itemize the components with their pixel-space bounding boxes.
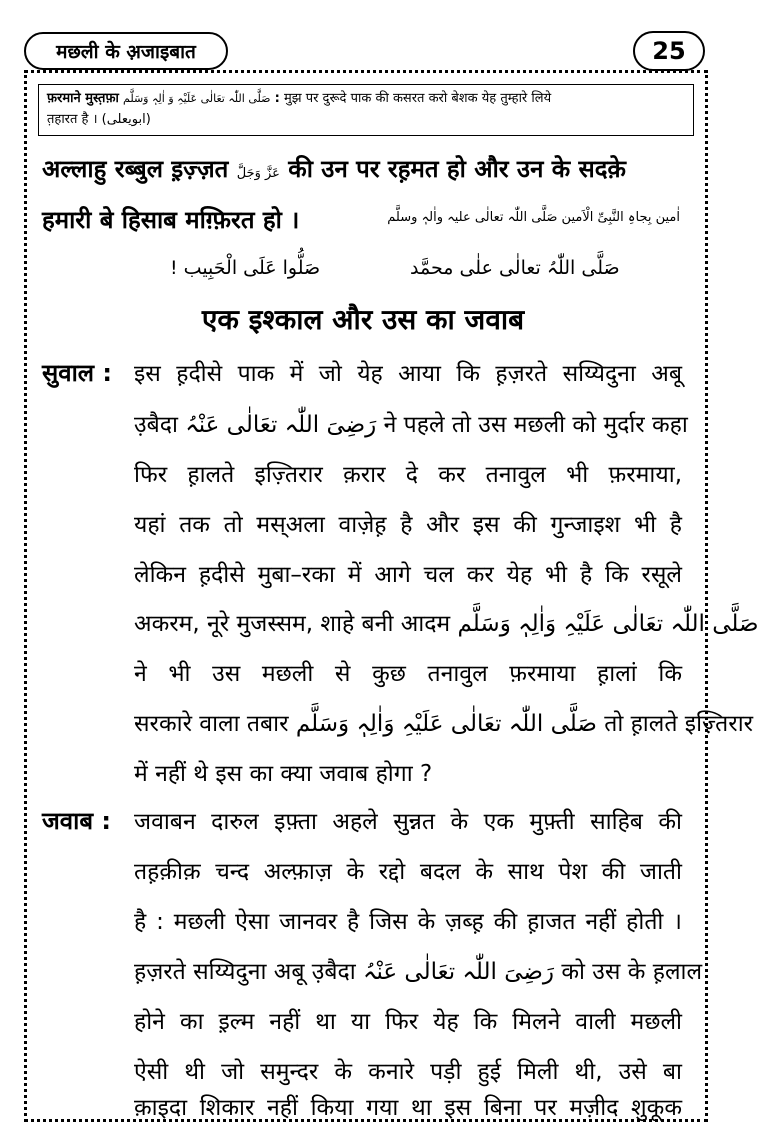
hadith-text-1: मुझ पर दुरूदे पाक की कसरत करो बेशक येह तुम्हारे लिये (283, 91, 552, 106)
running-header-title: मछली के अ़जाइबात (24, 32, 228, 70)
section-heading: एक इश्काल और उस का जवाब (201, 303, 525, 336)
question-line: अकरम, नूरे मुजस्सम, शाहे बनी आदम صَلَّی اللّٰہ تعَالٰی عَلَیْہِ وَاٰلِہٖ وَسَلَّم (134, 611, 759, 637)
question-line: फिर ह़ालते इज़्तिरार क़रार दे कर तनावुल भी फ़रमाया, (134, 462, 682, 488)
answer-line: होने का इ़ल्म नहीं था या फिर येह कि मिलने वाली मछली (134, 1009, 682, 1035)
question-line: इस ह़दीसे पाक में जो येह आया कि ह़ज़रते सय्यिदुना अबू (134, 361, 682, 387)
question-line: ने भी उस मछली से कुछ तनावुल फ़रमाया ह़ालां कि (134, 661, 682, 687)
intro-line-2-arabic: اٰمین بِجاہِ النَّبِیِّ الْاَمین صَلَّی اللّٰہ تعالٰی علیہ واٰلہٖ وسلَّم (387, 210, 680, 225)
intro-line-1b: की उन पर रह़मत हो और उन के सदक़े (288, 155, 626, 183)
durood-left: صَلَّی اللّٰہُ تعالٰی علٰی محمَّد (410, 257, 620, 279)
question-line: उ़बैदा رَضِیَ اللّٰہ تعَالٰی عَنْہُ ने पहले तो उस मछली को मुर्दार कहा (134, 412, 688, 438)
answer-line: ऐसी थी जो समुन्दर के कनारे पड़ी हुई मिली थी, उसे बा (134, 1059, 682, 1085)
intro-line-1 (42, 152, 682, 185)
hadith-box (38, 84, 694, 136)
intro-line-1-arabic: عَزَّ وَجَلَّ (236, 166, 280, 181)
answer-line: ह़ज़रते सय्यिदुना अबू उ़बैदा رَضِیَ اللّٰہ تعَالٰی عَنْہُ को उस के ह़लाल (134, 959, 703, 985)
durood-right: صَلُّوا عَلَی الْحَبِیب ! (170, 257, 321, 279)
intro-line-1a: अल्लाहु रब्बुल इ़ज़्ज़त (42, 155, 229, 183)
answer-line: तह़क़ीक़ चन्द अल्फ़ाज़ के रद्दो बदल के साथ पेश की जाती (134, 859, 682, 885)
hadith-colon: : (274, 91, 280, 106)
question-label: सुवाल : (42, 359, 113, 387)
question-line: यहां तक तो मस्अला वाज़ेह़ है और इस की गुन्जाइश भी है (134, 512, 682, 538)
hadith-line-1 (47, 88, 685, 109)
question-line: सरकारे वाला तबार صَلَّی اللّٰہ تعَالٰی عَلَیْہِ وَاٰلِہٖ وَسَلَّم तो ह़ालते इज़्तिरार (134, 711, 754, 737)
question-line: लेकिन ह़दीसे मुबा–रका में आगे चल कर येह भी है कि रसूले (134, 562, 682, 588)
answer-line: जवाबन दारुल इफ़्ता अहले सुन्नत के एक मुफ़्ती साहिब की (134, 809, 682, 835)
page-number: 25 (633, 31, 705, 71)
hadith-salutation: صَلَّی اللّٰہ تعَالٰی عَلَیْہِ وَ اٰلِہٖ وَسَلَّم (123, 92, 271, 105)
hadith-label: फ़रमाने मुस्त़फ़ा (47, 91, 119, 106)
answer-line: क़ाइदा शिकार नहीं किया गया था इस बिना पर मज़ीद शुकूक (134, 1095, 682, 1121)
answer-line: है : मछली ऐसा जानवर है जिस के ज़ब्ह़ की ह़ाजत नहीं होती । (134, 909, 682, 935)
hadith-text-2: त़हारत है । (ابویعلی) (47, 112, 151, 127)
question-line: में नहीं थे इस का क्या जवाब होगा ? (134, 761, 433, 787)
answer-label: जवाब : (42, 807, 112, 835)
intro-line-2: हमारी बे हिसाब मग़्फ़िरत हो । (42, 206, 300, 234)
